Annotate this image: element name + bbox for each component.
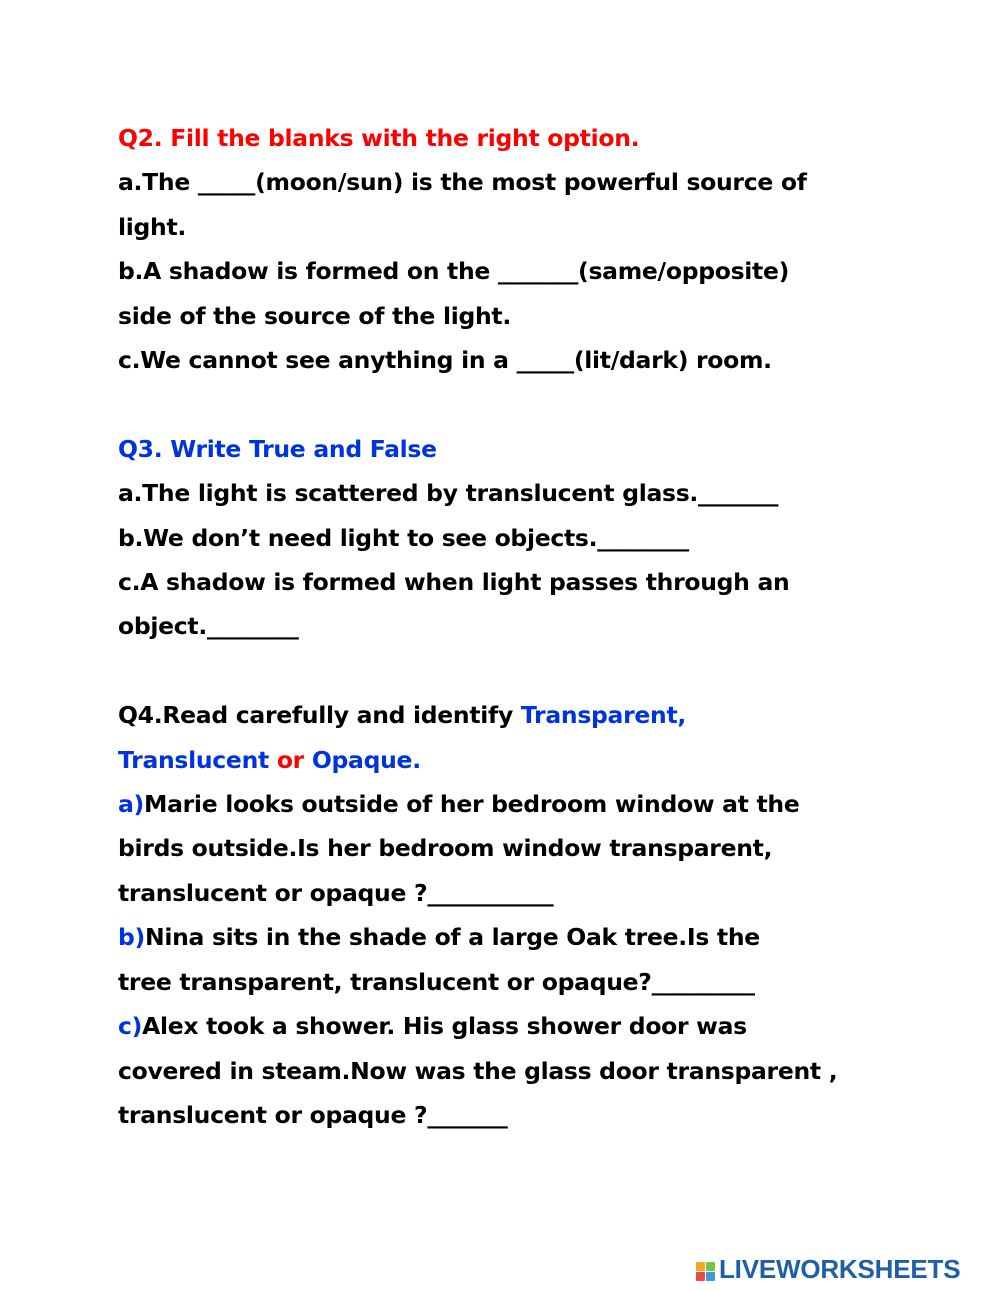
q4-a-line-3: translucent or opaque ?___________ [118, 878, 554, 907]
q2-title: Q2. Fill the blanks with the right option. [118, 124, 640, 152]
q4-b-label: b) [118, 923, 145, 952]
q3-b-line-1: b.We don’t need light to see objects.________ [118, 523, 689, 552]
q2-a-line-1: a.The _____(moon/sun) is the most powerful source of [118, 168, 807, 197]
q4-title-prefix: Q4.Read carefully and identify [118, 701, 521, 730]
logo-block [706, 1272, 715, 1281]
q4-a-label: a) [118, 790, 144, 819]
q4-c-line-3: translucent or opaque ?_______ [118, 1100, 508, 1129]
q4-b-text: Nina sits in the shade of a large Oak tree.Is the [144, 923, 760, 952]
q4-c-label: c) [118, 1012, 143, 1041]
worksheet [118, 116, 918, 1137]
q4-b-line-2: tree transparent, translucent or opaque?_________ [118, 967, 755, 996]
q4-a-line-1 [118, 782, 918, 826]
liveworksheets-logo [696, 1256, 960, 1282]
q4-c-line-1 [118, 1004, 918, 1048]
q2-b-line-1: b.A shadow is formed on the _______(same/opposite) [118, 257, 790, 286]
q4-c-text: Alex took a shower. His glass shower door was [142, 1012, 747, 1041]
logo-block [696, 1272, 705, 1281]
logo-block [696, 1262, 705, 1271]
section-spacer [118, 649, 918, 693]
logo-text: LIVEWORKSHEETS [719, 1254, 961, 1284]
q2-a-line-2: light. [118, 212, 187, 241]
q4-title-opaque: Opaque. [311, 745, 421, 774]
q4-title-line-1 [118, 693, 918, 737]
q4-a-text: Marie looks outside of her bedroom window at the [144, 790, 800, 819]
q4-c-line-2: covered in steam.Now was the glass door transparent , [118, 1056, 838, 1085]
logo-block [706, 1262, 715, 1271]
q4-title-transparent: Transparent, [520, 701, 687, 730]
q4-a-line-2: birds outside.Is her bedroom window transparent, [118, 834, 773, 863]
q4-title-or: or [268, 745, 312, 774]
q3-c-line-1: c.A shadow is formed when light passes through an [118, 568, 790, 597]
q2-b-line-2: side of the source of the light. [118, 301, 511, 330]
q3-a-line-1: a.The light is scattered by translucent glass._______ [118, 479, 779, 508]
section-spacer [118, 382, 918, 426]
logo-blocks-icon [696, 1262, 715, 1281]
q3-c-line-2: object.________ [118, 612, 299, 641]
q4-title-translucent: Translucent [118, 745, 269, 774]
q4-title-line-2 [118, 738, 918, 782]
q4-b-line-1 [118, 915, 918, 959]
q3-title: Q3. Write True and False [118, 434, 437, 463]
q2-c-line-1: c.We cannot see anything in a _____(lit/dark) room. [118, 346, 772, 375]
